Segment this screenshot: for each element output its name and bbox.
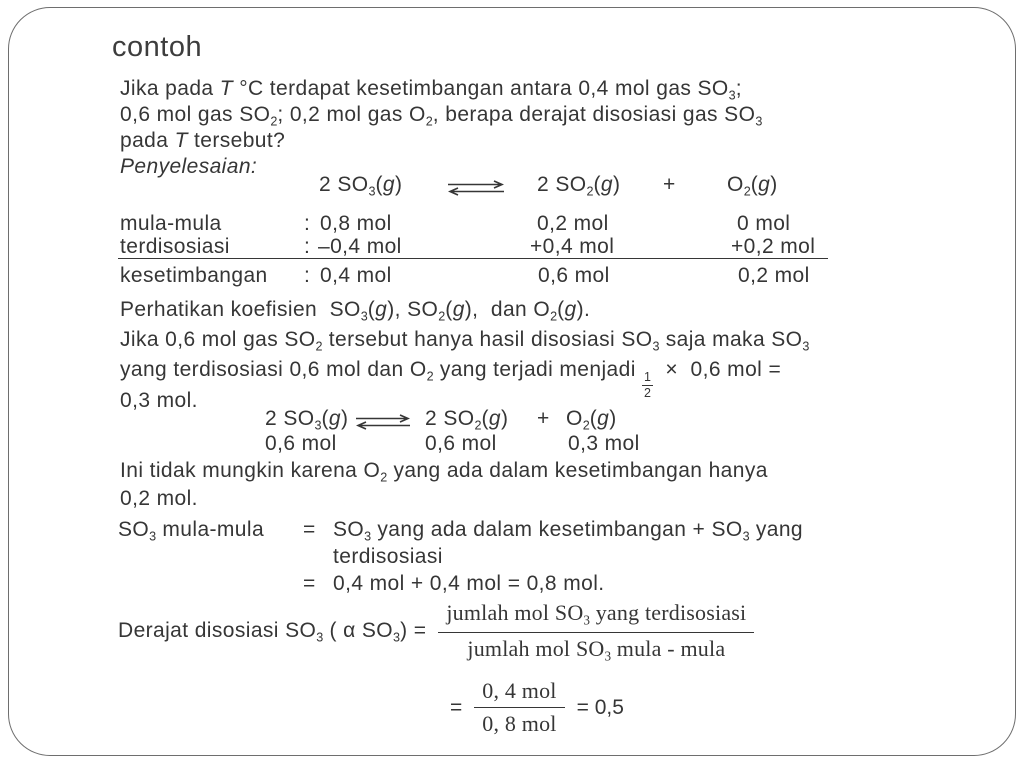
row-colon: : xyxy=(304,212,311,235)
equation1-rhs2: $O_2(g)$ xyxy=(727,173,778,199)
so3-initial-equals-1: = xyxy=(303,518,316,541)
equation1-lhs: 2 $SO_3(g)$ xyxy=(319,173,403,199)
so3-initial-rhs-1: $SO_3$ yang ada dalam kesetimbangan + $SO_3$ yang xyxy=(333,518,803,544)
table-sum-rule xyxy=(118,258,828,259)
page-title: contoh xyxy=(112,31,203,63)
cell-o2: 0 mol xyxy=(737,212,791,235)
problem-line-1: Jika pada T °C terdapat kesetimbangan antara 0,4 mol gas $SO_3$; xyxy=(120,77,742,103)
equation2-plus: + xyxy=(537,407,550,430)
result-fraction-numerator: 0, 4 mol xyxy=(474,678,564,708)
hypothesis-line-1: Jika 0,6 mol gas $SO_2$ tersebut hanya hasil disosiasi $SO_3$ saja maka $SO_3$ xyxy=(120,328,810,354)
equation1-rhs1: 2 $SO_2(g)$ xyxy=(537,173,621,199)
coefficient-note: Perhatikan koefisien $SO_3(g)$, $SO_2(g)$, dan $O_2(g)$. xyxy=(120,298,591,324)
result-fraction xyxy=(474,678,564,737)
hypothesis-line-2 xyxy=(120,357,781,400)
equation1-plus: + xyxy=(663,173,676,196)
dissociation-lhs: Derajat disosiasi $SO_3$ ( α $SO_3$) = xyxy=(118,619,427,645)
cell-so3: 0,8 mol xyxy=(320,212,392,235)
row-colon: : xyxy=(304,235,311,258)
hypothesis-line-2-post: × 0,6 mol = xyxy=(652,358,782,381)
equation2-mol-o2: 0,3 mol xyxy=(568,432,640,455)
half-fraction-denominator: 2 xyxy=(644,386,651,401)
dissociation-fraction xyxy=(438,600,754,664)
half-fraction-numerator: 1 xyxy=(642,371,653,386)
cell-so2: +0,4 mol xyxy=(530,235,615,258)
dissociation-fraction-numerator: jumlah mol $SO_3$ yang terdisosiasi xyxy=(438,600,754,633)
equilibrium-arrow-icon xyxy=(446,180,506,196)
cell-so3: –0,4 mol xyxy=(318,235,402,258)
result-fraction-denominator: 0, 8 mol xyxy=(482,711,557,736)
equation2-lhs: 2 $SO_3(g)$ xyxy=(265,407,349,433)
cell-so2: 0,6 mol xyxy=(538,264,610,287)
half-fraction xyxy=(642,371,653,400)
equation2-rhs1: 2 $SO_2(g)$ xyxy=(425,407,509,433)
row-label: kesetimbangan xyxy=(120,264,268,287)
dissociation-formula-row xyxy=(118,600,754,664)
result-equals: = xyxy=(450,695,463,719)
impossible-line-2: 0,2 mol. xyxy=(120,487,198,510)
cell-so3: 0,4 mol xyxy=(320,264,392,287)
row-colon: : xyxy=(304,264,311,287)
so3-initial-rhs-3: 0,4 mol + 0,4 mol = 0,8 mol. xyxy=(333,572,605,595)
so3-initial-equals-2: = xyxy=(303,572,316,595)
equation2-rhs2: $O_2(g)$ xyxy=(566,407,617,433)
dissociation-fraction-denominator: jumlah mol $SO_3$ mula - mula xyxy=(467,635,726,664)
problem-line-2: 0,6 mol gas $SO_2$; 0,2 mol gas $O_2$, berapa derajat disosiasi gas $SO_3$ xyxy=(120,103,763,129)
row-label: terdisosiasi xyxy=(120,235,230,258)
row-label: mula-mula xyxy=(120,212,222,235)
equation2-mol-so3: 0,6 mol xyxy=(265,432,337,455)
cell-so2: 0,2 mol xyxy=(537,212,609,235)
equilibrium-arrow-icon xyxy=(354,414,412,430)
dissociation-result-row xyxy=(450,678,624,737)
hypothesis-line-2-pre: yang terdisosiasi 0,6 mol dan $O_2$ yang terjadi menjadi xyxy=(120,358,642,384)
result-value: = 0,5 xyxy=(576,695,624,719)
cell-o2: +0,2 mol xyxy=(731,235,816,258)
so3-initial-rhs-2: terdisosiasi xyxy=(333,545,443,568)
so3-initial-lhs: $SO_3$ mula-mula xyxy=(118,518,265,544)
equation2-mol-so2: 0,6 mol xyxy=(425,432,497,455)
hypothesis-line-3: 0,3 mol. xyxy=(120,389,198,412)
problem-line-3: pada T tersebut? xyxy=(120,129,286,152)
solution-label: Penyelesaian: xyxy=(120,155,258,178)
impossible-line-1: Ini tidak mungkin karena $O_2$ yang ada dalam kesetimbangan hanya xyxy=(120,459,768,485)
cell-o2: 0,2 mol xyxy=(738,264,810,287)
